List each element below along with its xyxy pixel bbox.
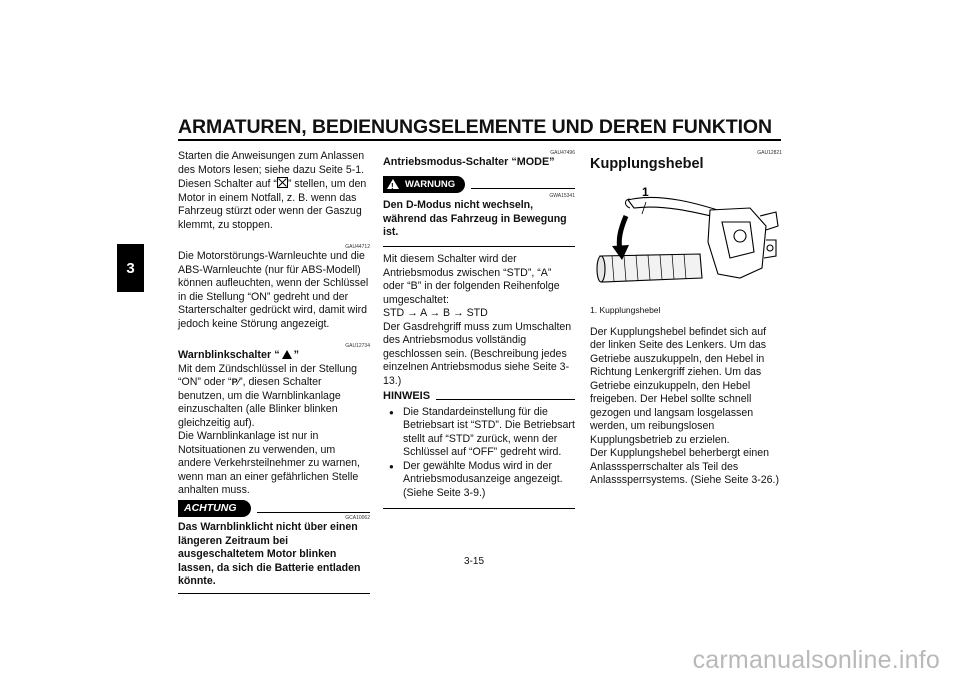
heading-clutch-lever: Kupplungshebel bbox=[590, 156, 704, 172]
heading-mode-switch: Antriebsmodus-Schalter “MODE” bbox=[383, 156, 555, 168]
warning-rule bbox=[471, 188, 575, 190]
figure-caption: 1. Kupplungshebel bbox=[590, 305, 661, 315]
parking-key-icon: P⁄ bbox=[231, 377, 240, 387]
ref-code: GWA15341 bbox=[549, 193, 575, 199]
paragraph-mode-2: Der Gasdrehgriff muss zum Umschalten des Antriebsmodus vollständig geschlossen sein. (Beschreibung jedes einzelnen Antriebsmodus siehe Seite 3-13.) bbox=[383, 320, 572, 387]
ref-code: GAU44712 bbox=[345, 244, 370, 250]
column-1 bbox=[178, 150, 370, 594]
column-3-body bbox=[590, 304, 782, 488]
ref-code: GAU47496 bbox=[550, 150, 575, 156]
clutch-lever-illustration bbox=[590, 182, 780, 294]
heading-hazard: Warnblinkschalter “ ” bbox=[178, 349, 300, 361]
paragraph-hazard-2: Die Warnblinkanlage ist nur in Notsituationen zu verwenden, um andere Verkehrsteilnehmer zu warnen, wenn man an einer gefährlichen Stelle anhalten muss. bbox=[178, 430, 360, 496]
list-item: ● Die Standardeinstellung für die Betriebsart ist “STD”. Die Betriebsart stellt auf “STD” zurück, wenn der Schlüssel auf “OFF” gedreht wird. bbox=[403, 406, 575, 460]
warning-text: Den D-Modus nicht wechseln, während das Fahrzeug in Bewegung ist. bbox=[383, 199, 567, 238]
hinweis-bottom-rule bbox=[383, 508, 575, 509]
paragraph-hazard-1: Mit dem Zündschlüssel in der Stellung “ON” oder “P⁄”, diesen Schalter benutzen, um die Warnblinkanlage einzuschalten (alle Blinker blinken gleichzeitig auf). bbox=[178, 362, 358, 429]
ref-code: GCA10062 bbox=[345, 515, 370, 521]
paragraph-mode-1: Mit diesem Schalter wird der Antriebsmodus zwischen “STD”, “A” oder “B” in der folgenden Reihenfolge umgeschaltet: bbox=[383, 253, 560, 306]
illus-callout: 1 bbox=[642, 185, 649, 199]
ref-code: GAU12734 bbox=[345, 343, 370, 349]
page-number: 3-15 bbox=[464, 556, 485, 567]
ref-code: GAU12821 bbox=[757, 150, 782, 156]
warning-bottom-rule bbox=[383, 246, 575, 248]
engine-stop-icon bbox=[277, 177, 288, 188]
warning-triangle-icon: ! bbox=[387, 179, 399, 189]
caution-text: Das Warnblinklicht nicht über einen längeren Zeitraum bei ausgeschaltetem Motor blinken lassen, da sich die Batterie entladen könnte. bbox=[178, 521, 361, 587]
hinweis-list bbox=[383, 406, 575, 501]
paragraph-clutch-1: Der Kupplungshebel befindet sich auf der linken Seite des Lenkers. Um das Getriebe auszukuppeln, den Hebel in Richtung Lenkergriff ziehen. Um das Getriebe einzukuppeln, den Hebel freigeben. Der Hebel sollte schnell gezogen und langsam losgelassen werden, um reibungslosen Kupplungsbetrieb zu erzielen. bbox=[590, 325, 767, 446]
paragraph-clutch-2: Der Kupplungshebel beherbergt einen Anlasssperrschalter als Teil des Anlasssperrsystems. (Siehe Seite 3-26.) bbox=[590, 447, 779, 486]
warning-header bbox=[383, 176, 575, 194]
caution-label: ACHTUNG bbox=[178, 500, 251, 518]
hinweis-label: HINWEIS bbox=[383, 390, 431, 402]
list-item: ● Der gewählte Modus wird in der Antriebsmodusanzeige angezeigt. (Siehe Seite 3-9.) bbox=[403, 460, 575, 501]
chapter-tab: 3 bbox=[117, 244, 144, 292]
paragraph-engine-stop: Starten die Anweisungen zum Anlassen des Motors lesen; siehe dazu Seite 5-1. Diesen Schalter auf “ ” stellen, um den Motor in einem Notfall, z. B. wenn das Fahrzeug stürzt oder wenn der Gaszug klemmt, zu stoppen. bbox=[178, 150, 367, 231]
hazard-triangle-icon bbox=[282, 350, 292, 359]
mode-sequence: STD → A → B → STD bbox=[383, 307, 488, 319]
watermark: carmanualsonline.info bbox=[692, 646, 940, 674]
warning-badge: ! WARNUNG bbox=[383, 176, 465, 194]
column-3 bbox=[590, 150, 782, 173]
paragraph-warning-lights: Die Motorstörungs-Warnleuchte und die ABS-Warnleuchte (nur für ABS-Modell) können aufleuchten, wenn der Schlüssel in die Stellung “ON” gedreht und der Starterschalter gedrückt wird, damit wird jedoch keine Störung angezeigt. bbox=[178, 250, 369, 330]
caution-rule bbox=[257, 512, 371, 514]
hinweis-rule bbox=[436, 399, 575, 400]
page-title: ARMATUREN, BEDIENUNGSELEMENTE UND DEREN FUNKTION bbox=[178, 116, 772, 138]
title-rule bbox=[178, 139, 781, 141]
hinweis-header bbox=[383, 390, 575, 404]
column-2 bbox=[383, 150, 575, 509]
caution-bottom-rule bbox=[178, 593, 370, 595]
